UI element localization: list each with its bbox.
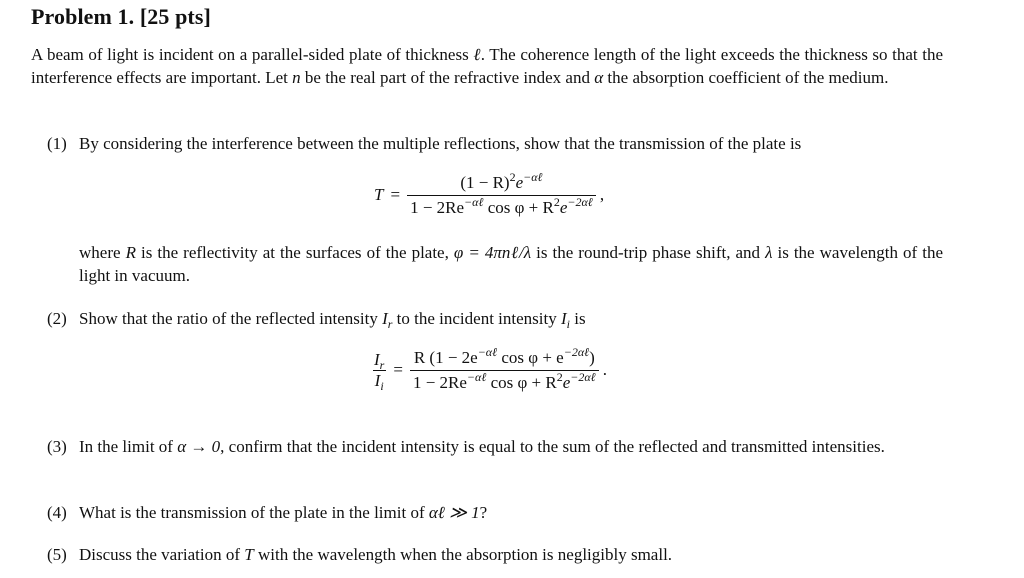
eq1-num-exp1: 2: [509, 170, 516, 184]
part-4-text-a: What is the transmission of the plate in the limit of: [79, 503, 429, 522]
eq1-num-a: (1 − R): [460, 173, 510, 192]
eq1-denominator: [407, 195, 596, 218]
eq1-equals: =: [390, 185, 401, 204]
eq2-numerator: [411, 347, 598, 370]
intro-alpha: α: [594, 68, 604, 87]
problem-intro: [31, 43, 943, 89]
part-4-number: (4): [47, 503, 67, 522]
part-5-number: (5): [47, 545, 67, 564]
part-5: [47, 543, 943, 566]
eq2-lhs-num-sub: r: [379, 357, 385, 372]
eq1-den-exp3: −2αℓ: [567, 195, 593, 209]
eq2-den-exp1: −αℓ: [466, 370, 487, 384]
eq2-den-exp2: 2: [556, 370, 563, 384]
eq1-fraction: [407, 172, 596, 218]
part-2-Ii-sub: i: [566, 317, 570, 331]
problem-title: Problem 1. [25 pts]: [31, 4, 211, 29]
eq2-lhs-denominator: [373, 370, 386, 391]
part-5-text-b: with the wavelength when the absorption is negligibly small.: [253, 545, 673, 564]
reflection-equation: [372, 347, 607, 393]
part-5-text: [79, 543, 943, 566]
eq2-den-exp3: −2αℓ: [570, 370, 596, 384]
eq2-trailing-period: .: [602, 360, 607, 379]
intro-text-1: A beam of light is incident on a parallel-sided plate of thickness: [31, 45, 474, 64]
eq2-den-c: e: [562, 373, 571, 392]
part-3-text-b: , confirm that the incident intensity is equal to the sum of the reflected and transmitted intensities.: [220, 437, 885, 456]
part-4-math: αℓ ≫ 1: [428, 503, 480, 522]
eq2-den-a: 1 − 2Re: [412, 373, 467, 392]
eq2-num-c: ): [589, 348, 595, 367]
where-d: is the wavelength of the light in vacuum.: [79, 243, 943, 285]
where-phi: φ = 4πnℓ/λ: [453, 243, 532, 262]
part-3-text: [79, 435, 943, 458]
part-3-number: (3): [47, 437, 67, 456]
part-3-math: α → 0: [177, 437, 221, 456]
part-2-text-b: to the incident intensity: [392, 309, 561, 328]
eq2-num-b: cos φ + e: [497, 348, 564, 367]
part-4: [47, 501, 943, 524]
part-2-Ir: I: [382, 309, 388, 328]
eq2-num-exp1: −αℓ: [477, 345, 498, 359]
eq1-den-b: cos φ + R: [483, 198, 554, 217]
eq2-lhs-numerator: [372, 350, 386, 370]
part-1-text: By considering the interference between the multiple reflections, show that the transmission of the plate is: [79, 134, 802, 153]
eq2-den-b: cos φ + R: [486, 373, 557, 392]
part-1-number: (1): [47, 134, 67, 153]
eq1-den-c: e: [559, 198, 568, 217]
eq1-den-exp1: −αℓ: [464, 195, 484, 209]
transmission-equation: [374, 172, 604, 218]
eq1-trailing-comma: ,: [599, 185, 605, 204]
part-4-text-b: ?: [479, 503, 488, 522]
part-1-where-text: [79, 241, 943, 287]
part-3-text-a: In the limit of: [79, 437, 178, 456]
eq1-num-b: e: [515, 173, 524, 192]
where-b: is the reflectivity at the surfaces of the plate,: [135, 243, 454, 262]
part-5-text-a: Discuss the variation of: [79, 545, 245, 564]
part-2-text-a: Show that the ratio of the reflected intensity: [79, 309, 383, 328]
eq2-lhs-den-sub: i: [380, 378, 384, 393]
part-2-Ii: I: [560, 309, 567, 328]
eq2-num-exp2: −2αℓ: [563, 345, 590, 359]
intro-text-3: be the real part of the refractive index and: [300, 68, 595, 87]
part-2-Ir-sub: r: [387, 317, 393, 331]
eq2-num-a: R (1 − 2e: [413, 348, 478, 367]
eq2-equals: =: [393, 360, 403, 379]
intro-text-4: the absorption coefficient of the medium.: [603, 68, 889, 87]
part-1: [47, 132, 943, 155]
part-4-text: [79, 501, 943, 524]
eq2-lhs-fraction: [372, 350, 386, 391]
eq2-fraction: [410, 347, 599, 393]
where-lambda: λ: [765, 243, 773, 262]
part-5-T: T: [244, 545, 254, 564]
where-c: is the round-trip phase shift, and: [531, 243, 766, 262]
eq1-den-exp2: 2: [553, 195, 560, 209]
part-2-text: [79, 307, 943, 330]
eq2-lhs-den: I: [374, 370, 381, 390]
part-1-where: [47, 241, 943, 287]
part-2-text-c: is: [570, 309, 586, 328]
eq1-lhs: T: [374, 185, 384, 204]
where-R: R: [125, 243, 136, 262]
eq1-numerator: [457, 172, 545, 195]
eq2-lhs-num: I: [374, 349, 380, 369]
intro-n: n: [292, 68, 301, 87]
part-3: [47, 435, 943, 458]
intro-ell: ℓ: [473, 45, 481, 64]
part-2: [47, 307, 943, 330]
eq1-den-a: 1 − 2Re: [410, 198, 465, 217]
where-a: where: [79, 243, 126, 262]
eq1-num-exp2: −αℓ: [523, 170, 543, 184]
intro-text-2: . The coherence length of the light exceeds the thickness so that the interference effects are important. Let: [31, 45, 944, 87]
part-2-number: (2): [47, 309, 67, 328]
eq2-denominator: [410, 370, 599, 393]
